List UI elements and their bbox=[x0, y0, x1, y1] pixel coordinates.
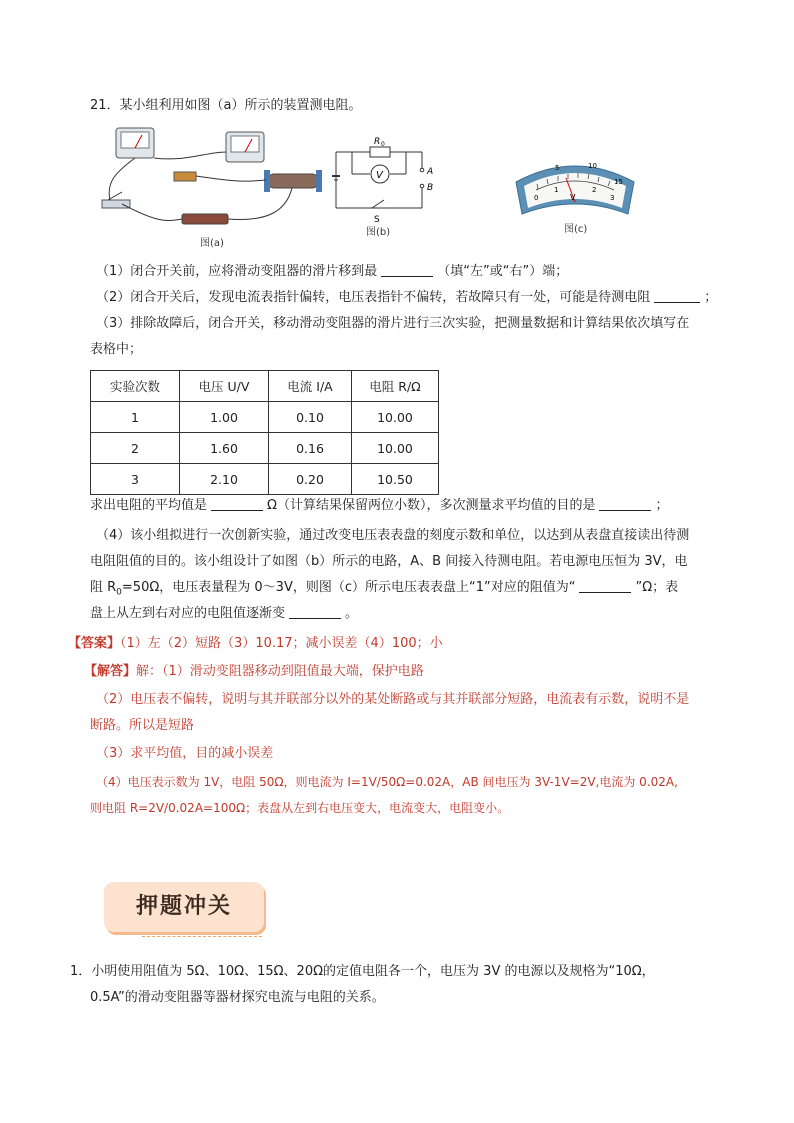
table-cell: 3 bbox=[91, 464, 180, 495]
dial-tick-0: 0 bbox=[534, 194, 539, 202]
v-label: V bbox=[376, 170, 383, 181]
part-1-text-a: （1）闭合开关前，应将滑动变阻器的滑片移到最 bbox=[96, 264, 378, 279]
part-3-after-text-a: 求出电阻的平均值是 bbox=[90, 498, 208, 513]
explain-4-line-1: （4）电压表示数为 1V，电阻 50Ω，则电流为 I=1V/50Ω=0.02A，AB 间电压为 3V-1V=2V,电流为 0.02A, bbox=[96, 775, 678, 789]
explain-label: 【解答】 bbox=[84, 664, 137, 679]
table-header: 电阻 R/Ω bbox=[352, 371, 439, 402]
rheostat-icon bbox=[264, 170, 322, 192]
battery-icon bbox=[182, 214, 228, 224]
explain-intro: 解：（1）滑动变阻器移动到阻值最大端，保护电路 bbox=[136, 664, 424, 679]
answer-line bbox=[68, 634, 734, 654]
part-4-line-2: 电阻阻值的目的。该小组设计了如图（b）所示的电路，A、B 间接入待测电阻。若电源电压恒为 3V，电 bbox=[90, 554, 688, 569]
resistor-icon bbox=[174, 172, 196, 181]
part-4-text-a: 阻 R bbox=[90, 580, 117, 595]
section-badge: 押题冲关 bbox=[104, 882, 264, 932]
dial-tick-15: 15 bbox=[614, 178, 623, 186]
question-title: 21．某小组利用如图（a）所示的装置测电阻。 bbox=[90, 98, 362, 113]
table-header: 电流 I/A bbox=[269, 371, 352, 402]
figure-b-caption: 图(b) bbox=[366, 227, 391, 238]
part-3-after-text-c: ； bbox=[655, 498, 669, 513]
answer-label: 【答案】 bbox=[68, 636, 121, 651]
explain-4-line-2: 则电阻 R=2V/0.02A=100Ω；表盘从左到右电压变大，电流变大，电阻变小。 bbox=[90, 801, 510, 815]
r0-label-sub: 0 bbox=[381, 141, 385, 148]
part-4-line-3 bbox=[90, 578, 734, 603]
table-header: 实验次数 bbox=[91, 371, 180, 402]
r0-label: R bbox=[374, 137, 381, 147]
part-4-text-c: ”Ω；表 bbox=[635, 580, 679, 595]
table-cell: 0.20 bbox=[269, 464, 352, 495]
part-2 bbox=[96, 288, 734, 308]
terminal-b-label: B bbox=[427, 183, 434, 193]
blank-2[interactable] bbox=[654, 288, 700, 303]
table-cell: 1.60 bbox=[180, 433, 269, 464]
blank-4b[interactable] bbox=[289, 604, 341, 619]
part-2-text-b: ； bbox=[704, 290, 718, 305]
voltmeter-icon bbox=[226, 132, 264, 162]
explain-3: （3）求平均值，目的减小误差 bbox=[96, 746, 274, 761]
table-cell: 10.00 bbox=[352, 402, 439, 433]
switch-symbol-icon bbox=[372, 200, 384, 208]
part-1 bbox=[96, 262, 734, 282]
table-cell: 1 bbox=[91, 402, 180, 433]
blank-3a[interactable] bbox=[211, 496, 263, 511]
table-row bbox=[91, 433, 439, 464]
table-row bbox=[91, 402, 439, 433]
figure-b-circuit bbox=[326, 134, 446, 238]
part-1-text-b: （填“左”或“右”）端； bbox=[437, 264, 569, 279]
explain-2-line-1: （2）电压表不偏转，说明与其并联部分以外的某处断路或与其并联部分短路，电流表有示数，说明不是 bbox=[96, 692, 690, 707]
table-cell: 2 bbox=[91, 433, 180, 464]
r0-resistor-icon bbox=[370, 147, 390, 157]
part-2-text-a: （2）闭合开关后，发现电流表指针偏转，电压表指针不偏转，若故障只有一处，可能是待测电阻 bbox=[96, 290, 651, 305]
part-3-line-1: （3）排除故障后，闭合开关，移动滑动变阻器的滑片进行三次实验，把测量数据和计算结果依次填写在 bbox=[96, 316, 690, 331]
table-cell: 0.16 bbox=[269, 433, 352, 464]
part-4-text-d: 盘上从左到右对应的电阻值逐渐变 bbox=[90, 606, 286, 621]
dial-tick-5: 5 bbox=[555, 164, 560, 172]
part-4-line-4 bbox=[90, 604, 734, 624]
table-row bbox=[91, 464, 439, 495]
answer-text: （1）左（2）短路（3）10.17；减小误差（4）100；小 bbox=[120, 636, 443, 651]
table-header-row bbox=[91, 371, 439, 402]
blank-1[interactable] bbox=[381, 262, 433, 277]
table-header: 电压 U/V bbox=[180, 371, 269, 402]
data-table bbox=[90, 370, 439, 495]
part-4-text-b: =50Ω，电压表量程为 0～3V，则图（c）所示电压表表盘上“1”对应的阻值为“ bbox=[121, 580, 576, 595]
explain-2-line-2: 断路。所以是短路 bbox=[90, 718, 195, 733]
table-cell: 10.50 bbox=[352, 464, 439, 495]
table-cell: 0.10 bbox=[269, 402, 352, 433]
dial-tick-3: 3 bbox=[610, 194, 615, 202]
terminal-a-label: A bbox=[427, 167, 434, 177]
part-4-line-1: （4）该小组拟进行一次创新实验，通过改变电压表表盘的刻度示数和单位，以达到从表盘直接读出待测 bbox=[96, 528, 690, 543]
dial-tick-10: 10 bbox=[588, 162, 597, 170]
figure-a-caption: 图(a) bbox=[200, 238, 224, 249]
section-badge-underline bbox=[142, 936, 262, 937]
part-4-sub: 0 bbox=[116, 587, 122, 598]
table-cell: 10.00 bbox=[352, 433, 439, 464]
table-cell: 1.00 bbox=[180, 402, 269, 433]
switch-s-label: S bbox=[374, 215, 380, 225]
dial-unit: V bbox=[570, 193, 576, 202]
ammeter-icon bbox=[116, 128, 154, 158]
next-question-line-2: 0.5A”的滑动变阻器等器材探究电流与电阻的关系。 bbox=[90, 990, 385, 1005]
next-question-line-1: 1．小明使用阻值为 5Ω、10Ω、15Ω、20Ω的定值电阻各一个，电压为 3V 的电源以及规格为“10Ω， bbox=[70, 964, 655, 979]
part-3-line-2: 表格中； bbox=[90, 342, 143, 357]
explain-line bbox=[84, 662, 734, 682]
blank-3b[interactable] bbox=[599, 496, 651, 511]
dial-tick-1: 1 bbox=[554, 186, 559, 194]
dial-tick-2: 2 bbox=[592, 186, 597, 194]
part-4-text-e: 。 bbox=[345, 606, 359, 621]
figure-c-dial bbox=[510, 156, 640, 240]
figure-a-apparatus bbox=[96, 122, 336, 252]
part-3-after-text-b: Ω（计算结果保留两位小数），多次测量求平均值的目的是 bbox=[267, 498, 596, 513]
part-3-after bbox=[90, 496, 734, 516]
blank-4a[interactable] bbox=[579, 578, 631, 593]
figure-c-caption: 图(c) bbox=[564, 224, 588, 235]
table-cell: 2.10 bbox=[180, 464, 269, 495]
